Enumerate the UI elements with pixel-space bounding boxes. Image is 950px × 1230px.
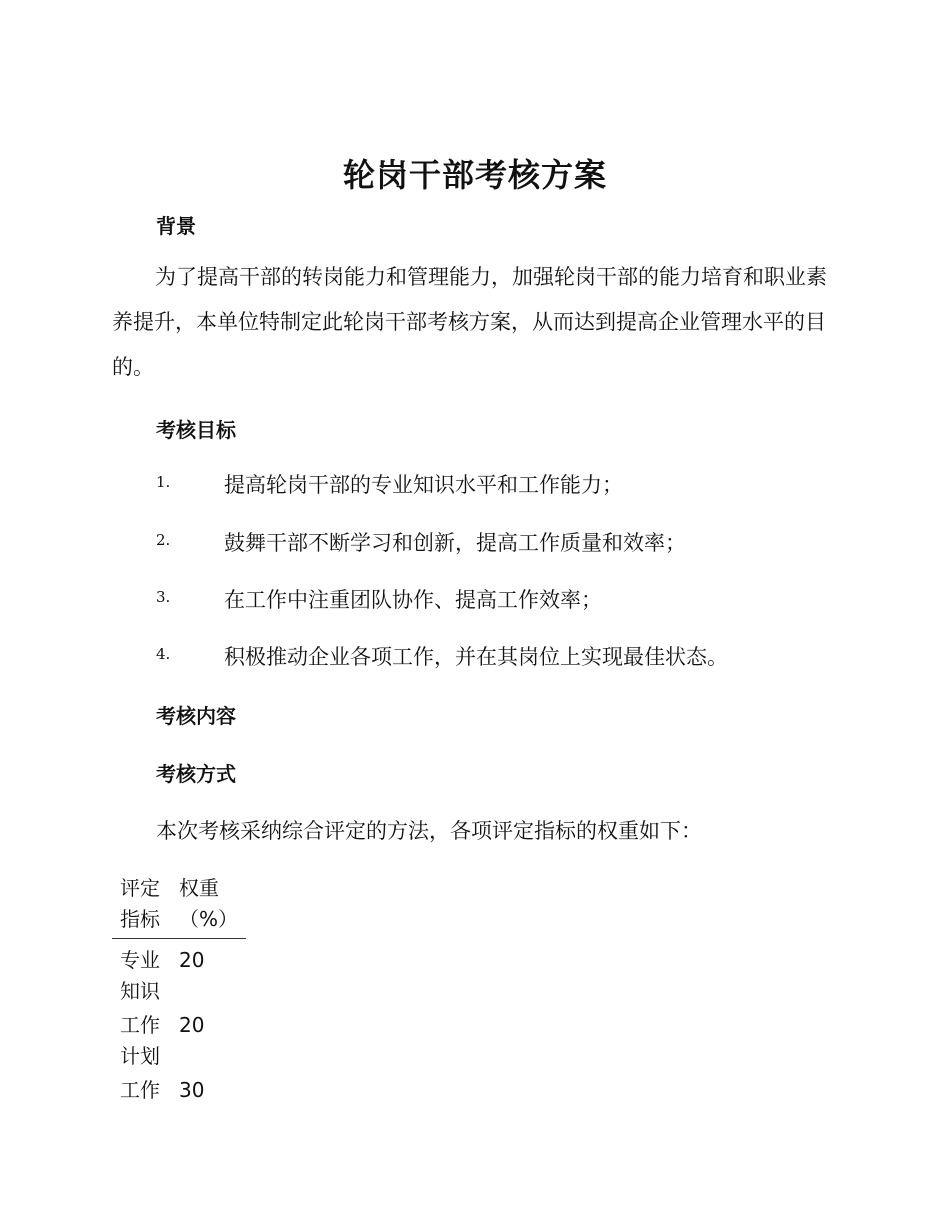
heading-background: 背景 [156, 214, 196, 238]
table-row [112, 1072, 246, 1106]
cell-weight: 20 [179, 948, 205, 972]
goal-number: 1. [156, 473, 171, 491]
cell-indicator: 工作 [120, 1078, 160, 1102]
background-paragraph: 为了提高干部的转岗能力和管理能力，加强轮岗干部的能力培育和职业素养提升，本单位特制定此轮岗干部考核方案，从而达到提高企业管理水平的目的。 [112, 265, 827, 379]
goal-text: 在工作中注重团队协作、提高工作效率； [224, 588, 602, 612]
method-intro: 本次考核采纳综合评定的方法，各项评定指标的权重如下： [156, 819, 702, 843]
goal-text: 积极推动企业各项工作，并在其岗位上实现最佳状态。 [224, 645, 728, 669]
goal-number: 4. [156, 645, 171, 663]
cell-indicator: 工作计划 [120, 1013, 160, 1068]
cell-weight: 30 [179, 1078, 205, 1102]
goal-text: 鼓舞干部不断学习和创新，提高工作质量和效率； [224, 531, 686, 555]
weights-table [112, 870, 246, 1106]
table-header-row [112, 870, 246, 939]
heading-method: 考核方式 [156, 762, 236, 786]
heading-content: 考核内容 [156, 704, 236, 728]
column-header-weight: 权重（%） [179, 876, 239, 931]
cell-weight: 20 [179, 1013, 205, 1037]
goal-number: 3. [156, 588, 171, 606]
heading-goals: 考核目标 [156, 418, 236, 442]
column-header-indicator: 评定指标 [120, 876, 160, 931]
table-row [112, 939, 246, 1008]
document-title: 轮岗干部考核方案 [342, 156, 607, 194]
goal-text: 提高轮岗干部的专业知识水平和工作能力； [224, 473, 623, 497]
table-row [112, 1007, 246, 1072]
cell-indicator: 专业知识 [120, 948, 160, 1003]
goal-number: 2. [156, 531, 171, 549]
